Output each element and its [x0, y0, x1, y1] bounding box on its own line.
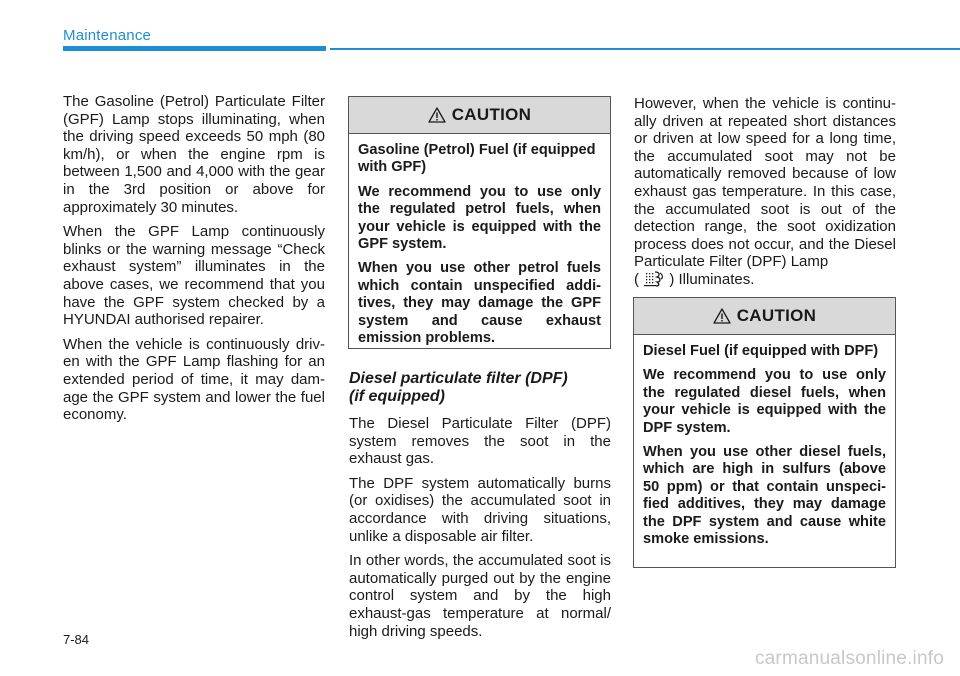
dpf-heading: [349, 370, 611, 406]
paragraph: In other words, the accumulated soot is automatically purged out by the engine control system and by the high exhaust-gas temperature at normal/ high driving speeds.: [349, 552, 611, 640]
column-1: [63, 93, 325, 431]
column-3: [634, 95, 896, 296]
header-rule-thick: [63, 46, 326, 51]
paragraph: When the vehicle is continuously driv-en with the GPF Lamp flashing for an extended period of time, it may dam-age the GPF system and lower the fuel economy.: [63, 335, 325, 424]
warning-triangle-icon: [713, 308, 731, 324]
watermark: carmanualsonline.info: [754, 648, 944, 669]
caution-title: Diesel Fuel (if equipped with DPF): [643, 343, 879, 359]
section-title: Maintenance: [63, 27, 152, 44]
caution-header: [349, 97, 610, 134]
paragraph: [634, 271, 896, 289]
caution-label: CAUTION: [736, 306, 817, 325]
column-2: [349, 370, 611, 647]
caution-title: Gasoline (Petrol) Fuel (if equipped with GPF): [358, 142, 596, 176]
header-rule-thin: [330, 48, 960, 50]
dpf-heading-line-1: Diesel particulate filter (DPF): [349, 370, 568, 387]
paragraph: The Gasoline (Petrol) Particulate Filter (GPF) Lamp stops illuminating, when the driving speed exceeds 50 mph (80 km/h), or when the engine rpm is between 1,500 and 4,000 with the gear in the 3rd position or above for approximately 30 minutes.: [63, 93, 325, 216]
paragraph-main: However, when the vehicle is continu-ally driven at repeated short distances or driven at low speed for a long time, the accumulated soot may not be automatically removed because of low exhaust gas temperature. In this case, the accumulated soot is out of the detection range, the soot oxidization process does not occur, and the Diesel Particulate Filter (DPF) Lamp: [634, 95, 896, 271]
dpf-heading-line-2: (if equipped): [349, 388, 445, 405]
paragraph-end: ) Illuminates.: [669, 270, 755, 288]
caution-paragraph: When you use other diesel fuels, which are high in sulfurs (above 50 ppm) or that contain unspeci-fied additives, they may damage the DPF system and cause white smoke emissions.: [643, 444, 886, 548]
warning-triangle-icon: [428, 107, 446, 123]
paragraph: [634, 95, 896, 271]
caution-label: CAUTION: [451, 105, 532, 124]
paragraph: The Diesel Particulate Filter (DPF) system removes the soot in the exhaust gas.: [349, 415, 611, 468]
caution-paragraph: We recommend you to use only the regulated diesel fuels, when your vehicle is equipped with the DPF system.: [643, 367, 886, 436]
paragraph-open: (: [634, 270, 639, 288]
caution-box-gpf: [348, 96, 611, 349]
caution-paragraph: We recommend you to use only the regulated petrol fuels, when your vehicle is equipped with the GPF system.: [358, 183, 601, 253]
caution-box-dpf: [633, 297, 896, 568]
caution-header: [634, 298, 895, 335]
paragraph: When the GPF Lamp continuously blinks or the warning message “Check exhaust system” illuminates in the above cases, we recommend that you have the GPF system checked by a HYUNDAI authorised repairer.: [63, 223, 325, 329]
dpf-lamp-icon: [643, 271, 665, 287]
paragraph: The DPF system automatically burns (or oxidises) the accumulated soot in accordance with driving situations, unlike a disposable air filter.: [349, 474, 611, 545]
page-number: 7-84: [63, 632, 90, 647]
caution-paragraph: When you use other petrol fuels which contain unspecified addi-tives, they may damage the GPF system and cause exhaust emission problems.: [358, 260, 601, 347]
